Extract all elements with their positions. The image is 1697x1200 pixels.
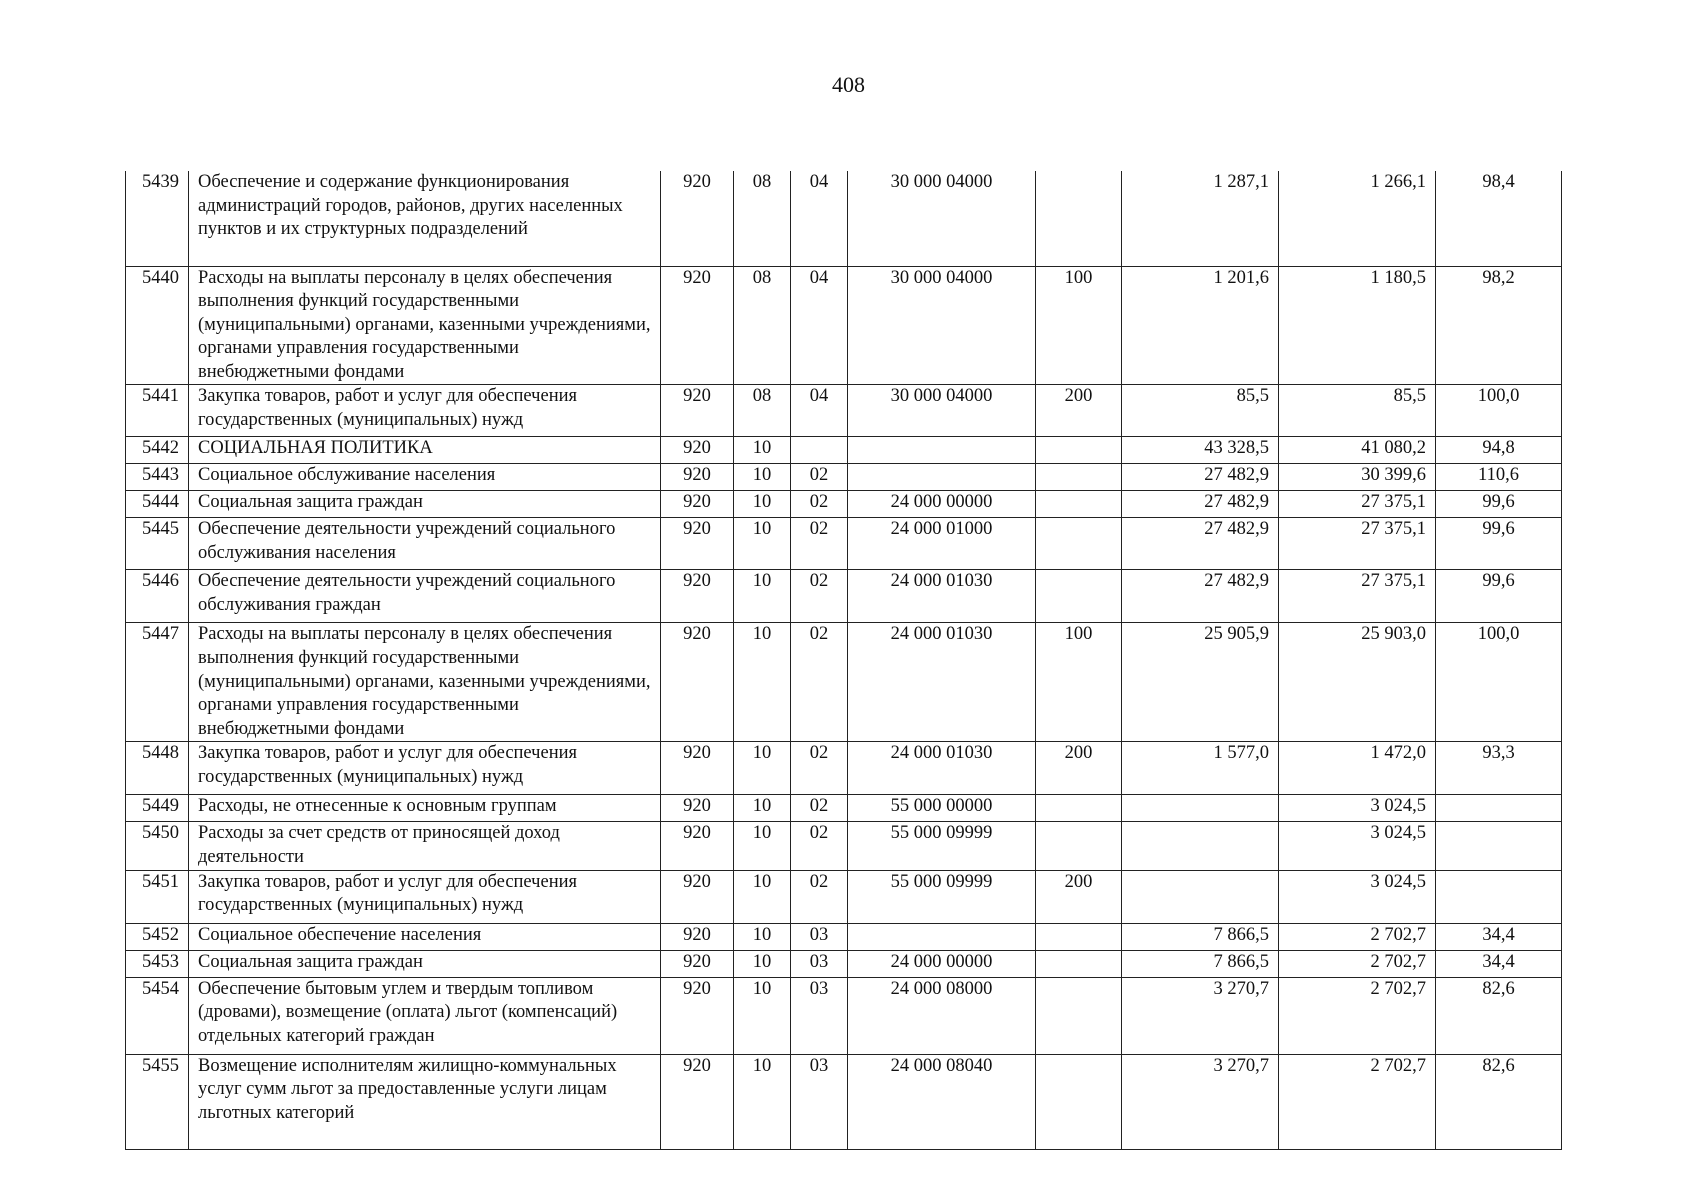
execution-percent-cell: 34,4 xyxy=(1436,950,1562,977)
subsection-code-cell: 02 xyxy=(791,822,848,870)
row-number-cell: 5440 xyxy=(126,266,189,385)
row-number-cell: 5449 xyxy=(126,795,189,822)
row-number-cell: 5445 xyxy=(126,518,189,570)
target-article-cell: 30 000 04000 xyxy=(848,385,1036,437)
target-article-cell: 24 000 08040 xyxy=(848,1054,1036,1149)
row-number-cell: 5452 xyxy=(126,923,189,950)
expense-type-cell: 100 xyxy=(1036,623,1122,742)
actual-amount-cell: 2 702,7 xyxy=(1279,977,1436,1054)
planned-amount-cell: 27 482,9 xyxy=(1122,570,1279,623)
target-article-cell xyxy=(848,437,1036,464)
actual-amount-cell: 30 399,6 xyxy=(1279,464,1436,491)
grbs-code-cell: 920 xyxy=(661,822,734,870)
item-name-cell: Обеспечение деятельности учреждений социального обслуживания граждан xyxy=(189,570,661,623)
execution-percent-cell: 99,6 xyxy=(1436,518,1562,570)
actual-amount-cell: 27 375,1 xyxy=(1279,491,1436,518)
grbs-code-cell: 920 xyxy=(661,385,734,437)
actual-amount-cell: 2 702,7 xyxy=(1279,1054,1436,1149)
planned-amount-cell: 85,5 xyxy=(1122,385,1279,437)
item-name-cell: Обеспечение деятельности учреждений социального обслуживания населения xyxy=(189,518,661,570)
execution-percent-cell xyxy=(1436,795,1562,822)
subsection-code-cell: 04 xyxy=(791,385,848,437)
execution-percent-cell: 93,3 xyxy=(1436,742,1562,795)
row-number-cell: 5447 xyxy=(126,623,189,742)
grbs-code-cell: 920 xyxy=(661,266,734,385)
row-number-cell: 5455 xyxy=(126,1054,189,1149)
grbs-code-cell: 920 xyxy=(661,518,734,570)
target-article-cell: 24 000 08000 xyxy=(848,977,1036,1054)
execution-percent-cell: 34,4 xyxy=(1436,923,1562,950)
grbs-code-cell: 920 xyxy=(661,742,734,795)
item-name-cell: Социальная защита граждан xyxy=(189,491,661,518)
subsection-code-cell: 02 xyxy=(791,518,848,570)
actual-amount-cell: 1 180,5 xyxy=(1279,266,1436,385)
execution-percent-cell: 100,0 xyxy=(1436,385,1562,437)
planned-amount-cell: 27 482,9 xyxy=(1122,518,1279,570)
expense-type-cell xyxy=(1036,437,1122,464)
subsection-code-cell: 02 xyxy=(791,795,848,822)
target-article-cell: 30 000 04000 xyxy=(848,266,1036,385)
subsection-code-cell: 02 xyxy=(791,570,848,623)
row-number-cell: 5443 xyxy=(126,464,189,491)
item-name-cell: Обеспечение бытовым углем и твердым топливом (дровами), возмещение (оплата) льгот (компенсаций) отдельных категорий граждан xyxy=(189,977,661,1054)
subsection-code-cell: 02 xyxy=(791,464,848,491)
row-number-cell: 5450 xyxy=(126,822,189,870)
section-code-cell: 10 xyxy=(734,623,791,742)
subsection-code-cell: 03 xyxy=(791,923,848,950)
actual-amount-cell: 2 702,7 xyxy=(1279,950,1436,977)
subsection-code-cell: 04 xyxy=(791,266,848,385)
item-name-cell: Закупка товаров, работ и услуг для обеспечения государственных (муниципальных) нужд xyxy=(189,385,661,437)
row-number-cell: 5453 xyxy=(126,950,189,977)
item-name-cell: Социальная защита граждан xyxy=(189,950,661,977)
section-code-cell: 10 xyxy=(734,822,791,870)
target-article-cell: 55 000 00000 xyxy=(848,795,1036,822)
expense-type-cell xyxy=(1036,464,1122,491)
planned-amount-cell xyxy=(1122,822,1279,870)
planned-amount-cell xyxy=(1122,795,1279,822)
planned-amount-cell: 1 577,0 xyxy=(1122,742,1279,795)
expense-type-cell: 200 xyxy=(1036,870,1122,923)
subsection-code-cell: 04 xyxy=(791,171,848,266)
table-row xyxy=(126,742,1562,795)
section-code-cell: 08 xyxy=(734,266,791,385)
subsection-code-cell: 03 xyxy=(791,950,848,977)
table-row xyxy=(126,1054,1562,1149)
expense-type-cell: 200 xyxy=(1036,742,1122,795)
expense-type-cell: 200 xyxy=(1036,385,1122,437)
expense-type-cell xyxy=(1036,795,1122,822)
row-number-cell: 5454 xyxy=(126,977,189,1054)
target-article-cell: 30 000 04000 xyxy=(848,171,1036,266)
target-article-cell xyxy=(848,464,1036,491)
table-row xyxy=(126,623,1562,742)
section-code-cell: 10 xyxy=(734,870,791,923)
expense-type-cell xyxy=(1036,518,1122,570)
execution-percent-cell xyxy=(1436,822,1562,870)
target-article-cell: 24 000 01030 xyxy=(848,742,1036,795)
actual-amount-cell: 1 472,0 xyxy=(1279,742,1436,795)
execution-percent-cell: 100,0 xyxy=(1436,623,1562,742)
planned-amount-cell: 7 866,5 xyxy=(1122,923,1279,950)
table-row xyxy=(126,171,1562,266)
item-name-cell: Расходы на выплаты персоналу в целях обеспечения выполнения функций государственными (муниципальными) органами, казенными учреждениями, органами управления государственными внебюджетными фондами xyxy=(189,266,661,385)
section-code-cell: 10 xyxy=(734,518,791,570)
expense-type-cell xyxy=(1036,491,1122,518)
section-code-cell: 10 xyxy=(734,437,791,464)
row-number-cell: 5439 xyxy=(126,171,189,266)
planned-amount-cell: 3 270,7 xyxy=(1122,1054,1279,1149)
table-row xyxy=(126,950,1562,977)
item-name-cell: Закупка товаров, работ и услуг для обеспечения государственных (муниципальных) нужд xyxy=(189,870,661,923)
table-row xyxy=(126,437,1562,464)
execution-percent-cell: 94,8 xyxy=(1436,437,1562,464)
item-name-cell: Закупка товаров, работ и услуг для обеспечения государственных (муниципальных) нужд xyxy=(189,742,661,795)
target-article-cell: 24 000 01000 xyxy=(848,518,1036,570)
grbs-code-cell: 920 xyxy=(661,950,734,977)
section-code-cell: 10 xyxy=(734,977,791,1054)
execution-percent-cell xyxy=(1436,870,1562,923)
planned-amount-cell: 7 866,5 xyxy=(1122,950,1279,977)
grbs-code-cell: 920 xyxy=(661,795,734,822)
item-name-cell: Социальное обслуживание населения xyxy=(189,464,661,491)
section-code-cell: 08 xyxy=(734,171,791,266)
table-row xyxy=(126,266,1562,385)
planned-amount-cell: 27 482,9 xyxy=(1122,464,1279,491)
section-code-cell: 10 xyxy=(734,742,791,795)
planned-amount-cell xyxy=(1122,870,1279,923)
subsection-code-cell: 02 xyxy=(791,623,848,742)
subsection-code-cell: 02 xyxy=(791,491,848,518)
planned-amount-cell: 3 270,7 xyxy=(1122,977,1279,1054)
actual-amount-cell: 3 024,5 xyxy=(1279,870,1436,923)
table-row xyxy=(126,491,1562,518)
target-article-cell: 24 000 00000 xyxy=(848,950,1036,977)
target-article-cell: 24 000 01030 xyxy=(848,570,1036,623)
table-row xyxy=(126,795,1562,822)
actual-amount-cell: 1 266,1 xyxy=(1279,171,1436,266)
actual-amount-cell: 27 375,1 xyxy=(1279,570,1436,623)
expense-type-cell xyxy=(1036,1054,1122,1149)
item-name-cell: Возмещение исполнителям жилищно-коммунальных услуг сумм льгот за предоставленные услуги лицам льготных категорий xyxy=(189,1054,661,1149)
row-number-cell: 5448 xyxy=(126,742,189,795)
planned-amount-cell: 1 287,1 xyxy=(1122,171,1279,266)
target-article-cell xyxy=(848,923,1036,950)
expense-type-cell xyxy=(1036,977,1122,1054)
expense-type-cell xyxy=(1036,570,1122,623)
row-number-cell: 5444 xyxy=(126,491,189,518)
item-name-cell: СОЦИАЛЬНАЯ ПОЛИТИКА xyxy=(189,437,661,464)
grbs-code-cell: 920 xyxy=(661,623,734,742)
section-code-cell: 10 xyxy=(734,491,791,518)
execution-percent-cell: 98,4 xyxy=(1436,171,1562,266)
subsection-code-cell: 02 xyxy=(791,870,848,923)
row-number-cell: 5442 xyxy=(126,437,189,464)
subsection-code-cell: 03 xyxy=(791,1054,848,1149)
table-row xyxy=(126,977,1562,1054)
expense-type-cell xyxy=(1036,171,1122,266)
row-number-cell: 5446 xyxy=(126,570,189,623)
table-row xyxy=(126,923,1562,950)
table-body xyxy=(126,171,1562,1149)
grbs-code-cell: 920 xyxy=(661,171,734,266)
page-number: 408 xyxy=(832,72,865,97)
target-article-cell: 55 000 09999 xyxy=(848,870,1036,923)
section-code-cell: 10 xyxy=(734,923,791,950)
item-name-cell: Расходы за счет средств от приносящей доход деятельности xyxy=(189,822,661,870)
section-code-cell: 08 xyxy=(734,385,791,437)
planned-amount-cell: 27 482,9 xyxy=(1122,491,1279,518)
budget-table xyxy=(125,171,1562,1150)
grbs-code-cell: 920 xyxy=(661,491,734,518)
expense-type-cell xyxy=(1036,923,1122,950)
item-name-cell: Расходы на выплаты персоналу в целях обеспечения выполнения функций государственными (муниципальными) органами, казенными учреждениями, органами управления государственными внебюджетными фондами xyxy=(189,623,661,742)
subsection-code-cell xyxy=(791,437,848,464)
actual-amount-cell: 27 375,1 xyxy=(1279,518,1436,570)
target-article-cell: 24 000 00000 xyxy=(848,491,1036,518)
actual-amount-cell: 3 024,5 xyxy=(1279,795,1436,822)
grbs-code-cell: 920 xyxy=(661,1054,734,1149)
row-number-cell: 5451 xyxy=(126,870,189,923)
target-article-cell: 24 000 01030 xyxy=(848,623,1036,742)
execution-percent-cell: 110,6 xyxy=(1436,464,1562,491)
planned-amount-cell: 25 905,9 xyxy=(1122,623,1279,742)
grbs-code-cell: 920 xyxy=(661,437,734,464)
planned-amount-cell: 1 201,6 xyxy=(1122,266,1279,385)
section-code-cell: 10 xyxy=(734,464,791,491)
execution-percent-cell: 98,2 xyxy=(1436,266,1562,385)
target-article-cell: 55 000 09999 xyxy=(848,822,1036,870)
table-row xyxy=(126,822,1562,870)
grbs-code-cell: 920 xyxy=(661,464,734,491)
execution-percent-cell: 99,6 xyxy=(1436,491,1562,518)
actual-amount-cell: 2 702,7 xyxy=(1279,923,1436,950)
table-row xyxy=(126,570,1562,623)
grbs-code-cell: 920 xyxy=(661,870,734,923)
actual-amount-cell: 25 903,0 xyxy=(1279,623,1436,742)
expense-type-cell: 100 xyxy=(1036,266,1122,385)
subsection-code-cell: 02 xyxy=(791,742,848,795)
grbs-code-cell: 920 xyxy=(661,977,734,1054)
execution-percent-cell: 82,6 xyxy=(1436,977,1562,1054)
item-name-cell: Расходы, не отнесенные к основным группам xyxy=(189,795,661,822)
actual-amount-cell: 41 080,2 xyxy=(1279,437,1436,464)
row-number-cell: 5441 xyxy=(126,385,189,437)
section-code-cell: 10 xyxy=(734,1054,791,1149)
table-row xyxy=(126,464,1562,491)
grbs-code-cell: 920 xyxy=(661,923,734,950)
expense-type-cell xyxy=(1036,950,1122,977)
item-name-cell: Социальное обеспечение населения xyxy=(189,923,661,950)
item-name-cell: Обеспечение и содержание функционирования администраций городов, районов, других населенных пунктов и их структурных подразделений xyxy=(189,171,661,266)
section-code-cell: 10 xyxy=(734,795,791,822)
table-row xyxy=(126,385,1562,437)
expense-type-cell xyxy=(1036,822,1122,870)
actual-amount-cell: 85,5 xyxy=(1279,385,1436,437)
section-code-cell: 10 xyxy=(734,570,791,623)
execution-percent-cell: 99,6 xyxy=(1436,570,1562,623)
table-row xyxy=(126,870,1562,923)
subsection-code-cell: 03 xyxy=(791,977,848,1054)
table-row xyxy=(126,518,1562,570)
section-code-cell: 10 xyxy=(734,950,791,977)
planned-amount-cell: 43 328,5 xyxy=(1122,437,1279,464)
actual-amount-cell: 3 024,5 xyxy=(1279,822,1436,870)
grbs-code-cell: 920 xyxy=(661,570,734,623)
execution-percent-cell: 82,6 xyxy=(1436,1054,1562,1149)
